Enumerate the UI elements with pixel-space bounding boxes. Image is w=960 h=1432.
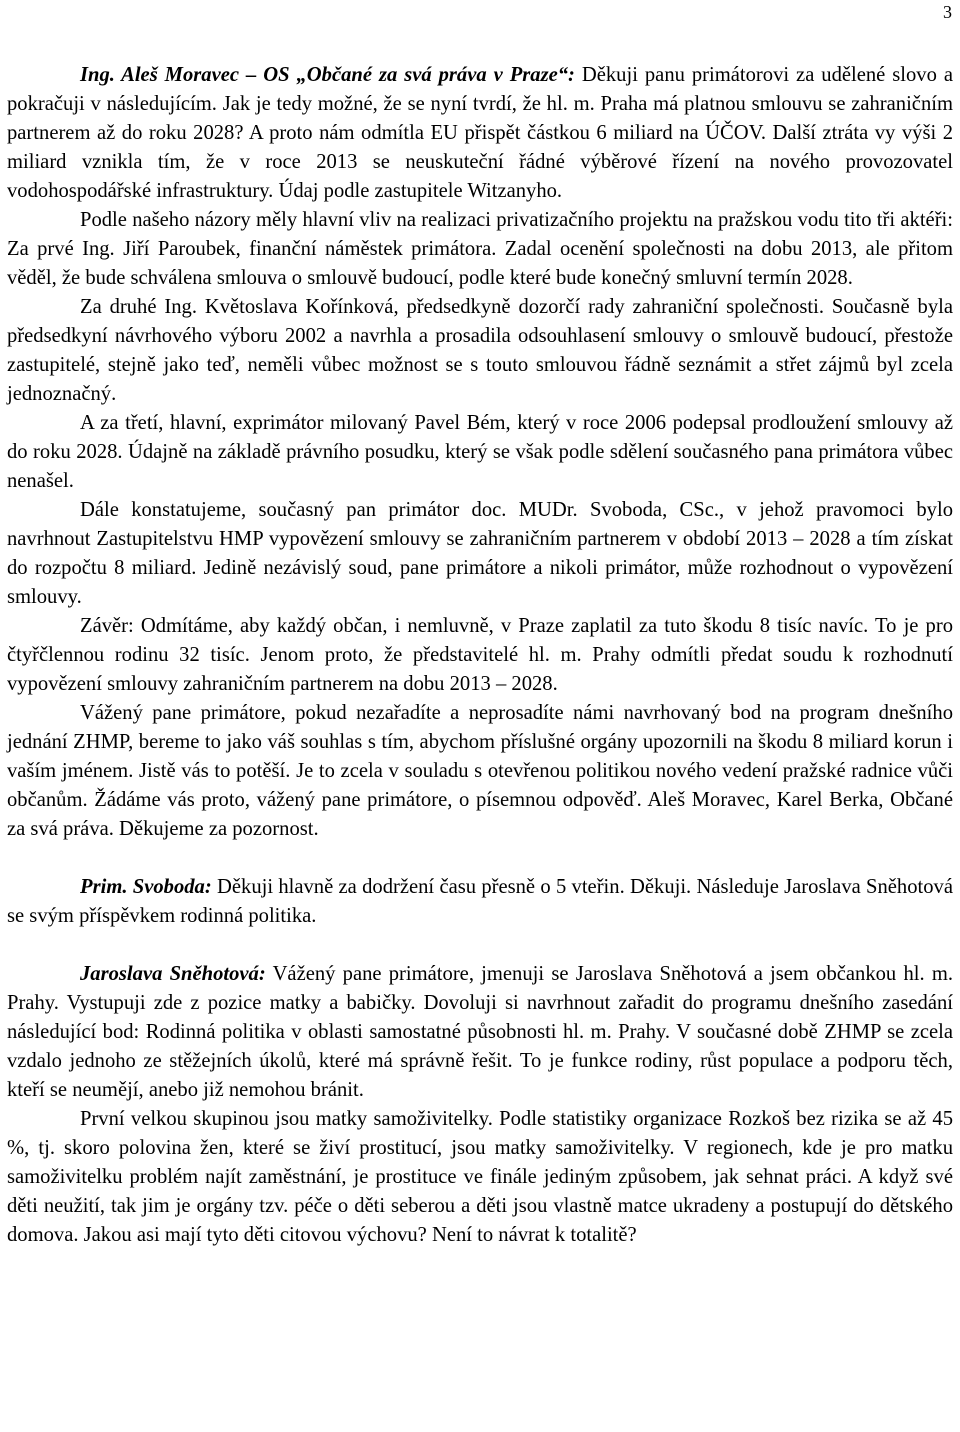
paragraph-text: Vážený pane primátore, jmenuji se Jaroslava Sněhotová a jsem občankou hl. m. Prahy. Vystupuji zde z pozice matky a babičky. Dovoluji si navrhnout zařadit do programu dnešního zasedání následující bod: Rodinná politika v oblasti samostatné působnosti hl. m. Prahy. V současné době ZHMP se zcela vzdalo jednoho ze stěžejních úkolů, které má správně řešit. To je funkce rodiny, růst populace a podporu těch, kteří se neumějí, anebo již nemohou bránit. — [7, 963, 953, 1101]
page-number: 3 — [943, 2, 952, 22]
paragraph-three-actors: Podle našeho názory měly hlavní vliv na realizaci privatizačního projektu na pražskou vodu tito tři aktéři: Za prvé Ing. Jiří Paroubek, finanční náměstek primátora. Zadal ocenění společnosti na dobu 2013, ale přitom věděl, že bude schválena smlouva o smlouvě budoucí, podle které bude konečný smluvní termín 2028. — [7, 209, 953, 289]
speaker-name: Jaroslava Sněhotová: — [80, 963, 266, 985]
paragraph-third-actor: A za třetí, hlavní, exprimátor milovaný Pavel Bém, který v roce 2006 podepsal prodloužení smlouvy až do roku 2028. Údajně na základě právního posudku, který se však podle sdělení současného pana primátora vůbec nenašel. — [7, 412, 953, 492]
paragraph-moravec-intro — [7, 61, 953, 206]
paragraph-conclusion: Závěr: Odmítáme, aby každý občan, i nemluvně, v Praze zaplatil za tuto škodu 8 tisíc navíc. To je pro čtyřčlennou rodinu 32 tisíc. Jenom proto, že představitelé hl. m. Prahy odmítli předat soudu k rozhodnutí vypovězení smlouvy zahraničním partnerem na dobu 2013 – 2028. — [7, 615, 953, 695]
paragraph-text: Děkuji hlavně za dodržení času přesně o 5 vteřin. Děkuji. Následuje Jaroslava Sněhotová se svým příspěvkem rodinná politika. — [7, 876, 953, 927]
paragraph-second-actor: Za druhé Ing. Květoslava Kořínková, předsedkyně dozorčí rady zahraniční společnosti. Současně byla předsedkyní návrhového výboru 2002 a navrhla a prosadila odsouhlasení smlouvy o smlouvě budoucí, přestože zastupitelé, stejně jako teď, neměli vůbec možnost se s touto smlouvou řádně seznámit a střet zájmů byl zcela jednoznačný. — [7, 296, 953, 405]
paragraph-current-mayor: Dále konstatujeme, současný pan primátor doc. MUDr. Svoboda, CSc., v jehož pravomoci bylo navrhnout Zastupitelstvu HMP vypovězení smlouvy se zahraničním partnerem v období 2013 – 2028 a tím získat do rozpočtu 8 miliard. Jedině nezávislý soud, pane primátore a nikoli primátor, může rozhodnout o vypovězení smlouvy. — [7, 499, 953, 608]
speaker-name: Ing. Aleš Moravec – OS „Občané za svá práva v Praze“: — [80, 64, 575, 86]
paragraph-snehotova-intro — [7, 960, 953, 1105]
paragraph-request: Vážený pane primátore, pokud nezařadíte a neprosadíte námi navrhovaný bod na program dnešního jednání ZHMP, bereme to jako váš souhlas s tím, abychom příslušné orgány upozornili na škodu 8 miliard korun i vaším jménem. Jistě vás to potěší. Je to zcela v souladu s otevřenou politikou nového vedení pražské radnice vůči občanům. Žádáme vás proto, vážený pane primátore, o písemnou odpověď. Aleš Moravec, Karel Berka, Občané za svá práva. Děkujeme za pozornost. — [7, 702, 953, 840]
document-body — [7, 61, 953, 1250]
paragraph-svoboda — [7, 873, 953, 931]
paragraph-single-mothers: První velkou skupinou jsou matky samoživitelky. Podle statistiky organizace Rozkoš bez rizika se až 45 %, tj. skoro polovina žen, které se živí prostitucí, jsou matky samoživitelky. V regionech, kde je pro matku samoživitelku problém najít zaměstnání, je prostituce ve finále jediným způsobem, jak sehnat práci. A když své děti neužití, tak jim je orgány tzv. péče o děti seberou a děti jsou vlastně matce ukradeny a postupují do dětského domova. Jakou asi mají tyto děti citovou výchovu? Není to návrat k totalitě? — [7, 1108, 953, 1246]
paragraph-text: Děkuji panu primátorovi za udělené slovo a pokračuji v následujícím. Jak je tedy možné, že se nyní tvrdí, že hl. m. Praha má platnou smlouvu se zahraničním partnerem až do roku 2028? A proto nám odmítla EU přispět částkou 6 miliard na ÚČOV. Další ztráta vy výši 2 miliard vznikla tím, že v roce 2013 se neuskuteční řádné výběrové řízení na nového provozovatel vodohospodářské infrastruktury. Údaj podle zastupitele Witzanyho. — [7, 64, 953, 202]
speaker-name: Prim. Svoboda: — [80, 876, 212, 898]
